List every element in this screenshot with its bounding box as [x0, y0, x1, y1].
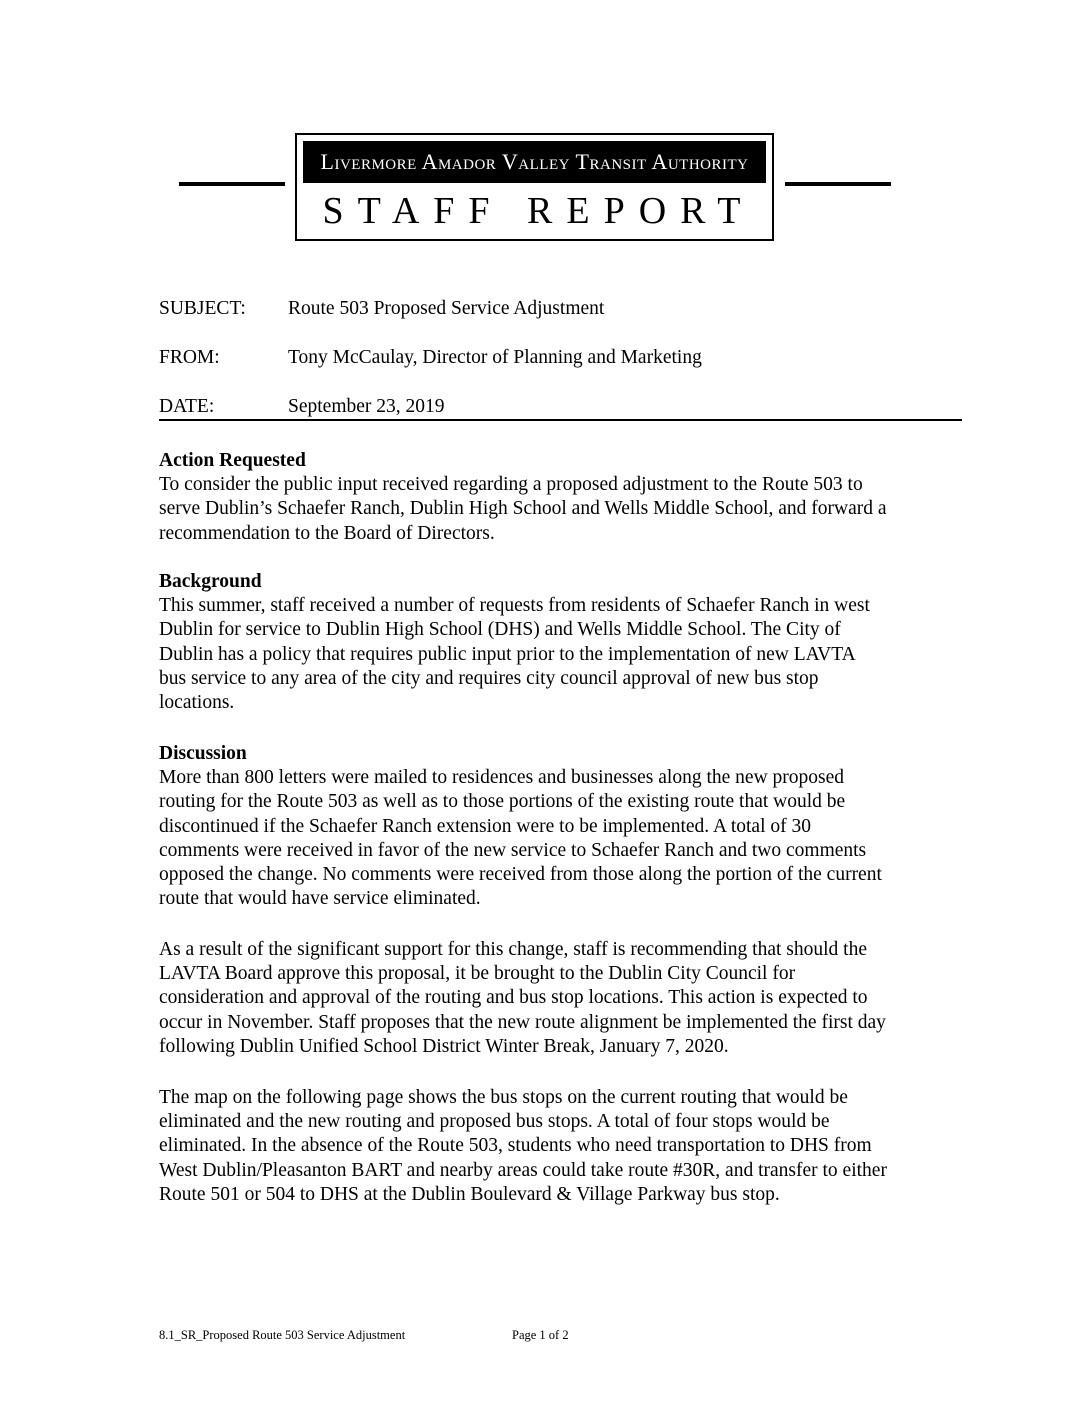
body-line: recommendation to the Board of Directors. — [159, 522, 495, 544]
body-line: following Dublin Unified School District Winter Break, January 7, 2020. — [159, 1035, 729, 1057]
body-line: eliminated and the new routing and proposed bus stops. A total of four stops would be — [159, 1111, 830, 1133]
section-body — [159, 938, 969, 1059]
report-type-title: STAFF REPORT — [322, 190, 755, 232]
body-line: Dublin for service to Dublin High School (DHS) and Wells Middle School. The City of — [159, 619, 841, 641]
section-body — [159, 473, 969, 546]
section-action-requested — [159, 449, 969, 546]
section-heading: Action Requested — [159, 450, 306, 471]
subject-value: Route 503 Proposed Service Adjustment — [288, 298, 605, 319]
body-line: LAVTA Board approve this proposal, it be brought to the Dublin City Council for — [159, 963, 796, 985]
from-label: FROM: — [159, 347, 220, 368]
section-body — [159, 1086, 969, 1207]
memo-divider — [159, 419, 962, 421]
body-line: bus service to any area of the city and requires city council approval of new bus stop — [159, 667, 819, 689]
body-line: comments were received in favor of the new service to Schaefer Ranch and two comments — [159, 839, 867, 861]
body-line: locations. — [159, 692, 235, 714]
footer-page-number: Page 1 of 2 — [512, 1328, 569, 1342]
date-label: DATE: — [159, 396, 215, 417]
body-line: Dublin has a policy that requires public input prior to the implementation of new LAVTA — [159, 643, 856, 665]
body-line: opposed the change. No comments were received from those along the portion of the current — [159, 864, 882, 886]
section-heading: Background — [159, 571, 262, 592]
section-heading: Discussion — [159, 743, 247, 764]
organization-name: Livermore Amador Valley Transit Authority — [303, 141, 766, 183]
body-line: More than 800 letters were mailed to residences and businesses along the new proposed — [159, 767, 845, 789]
body-line: routing for the Route 503 as well as to those portions of the existing route that would be — [159, 791, 846, 813]
body-line: occur in November. Staff proposes that the new route alignment be implemented the first day — [159, 1011, 886, 1033]
body-line: eliminated. In the absence of the Route 503, students who need transportation to DHS from — [159, 1135, 872, 1157]
section-body — [159, 594, 969, 715]
report-logo — [295, 133, 774, 241]
from-value: Tony McCaulay, Director of Planning and Marketing — [288, 347, 702, 368]
body-line: To consider the public input received regarding a proposed adjustment to the Route 503 to — [159, 474, 863, 496]
section-discussion — [159, 742, 969, 911]
body-line: discontinued if the Schaefer Ranch extension were to be implemented. A total of 30 — [159, 815, 811, 837]
subject-label: SUBJECT: — [159, 298, 246, 319]
date-value: September 23, 2019 — [288, 396, 445, 417]
paragraph-recommendation — [159, 938, 969, 1059]
body-line: route that would have service eliminated. — [159, 888, 481, 910]
header-rule-right — [785, 182, 891, 186]
body-line: This summer, staff received a number of requests from residents of Schaefer Ranch in west — [159, 595, 870, 617]
footer-filename: 8.1_SR_Proposed Route 503 Service Adjustment — [159, 1328, 406, 1342]
body-line: As a result of the significant support for this change, staff is recommending that should the — [159, 939, 867, 960]
header-rule-left — [179, 182, 285, 186]
body-line: consideration and approval of the routing and bus stop locations. This action is expected to — [159, 987, 868, 1009]
body-line: The map on the following page shows the bus stops on the current routing that would be — [159, 1087, 848, 1108]
body-line: West Dublin/Pleasanton BART and nearby areas could take route #30R, and transfer to either — [159, 1159, 887, 1181]
paragraph-map-description — [159, 1086, 969, 1207]
section-body — [159, 766, 969, 911]
body-line: serve Dublin’s Schaefer Ranch, Dublin High School and Wells Middle School, and forward a — [159, 498, 887, 520]
section-background — [159, 570, 969, 715]
body-line: Route 501 or 504 to DHS at the Dublin Boulevard & Village Parkway bus stop. — [159, 1183, 780, 1205]
